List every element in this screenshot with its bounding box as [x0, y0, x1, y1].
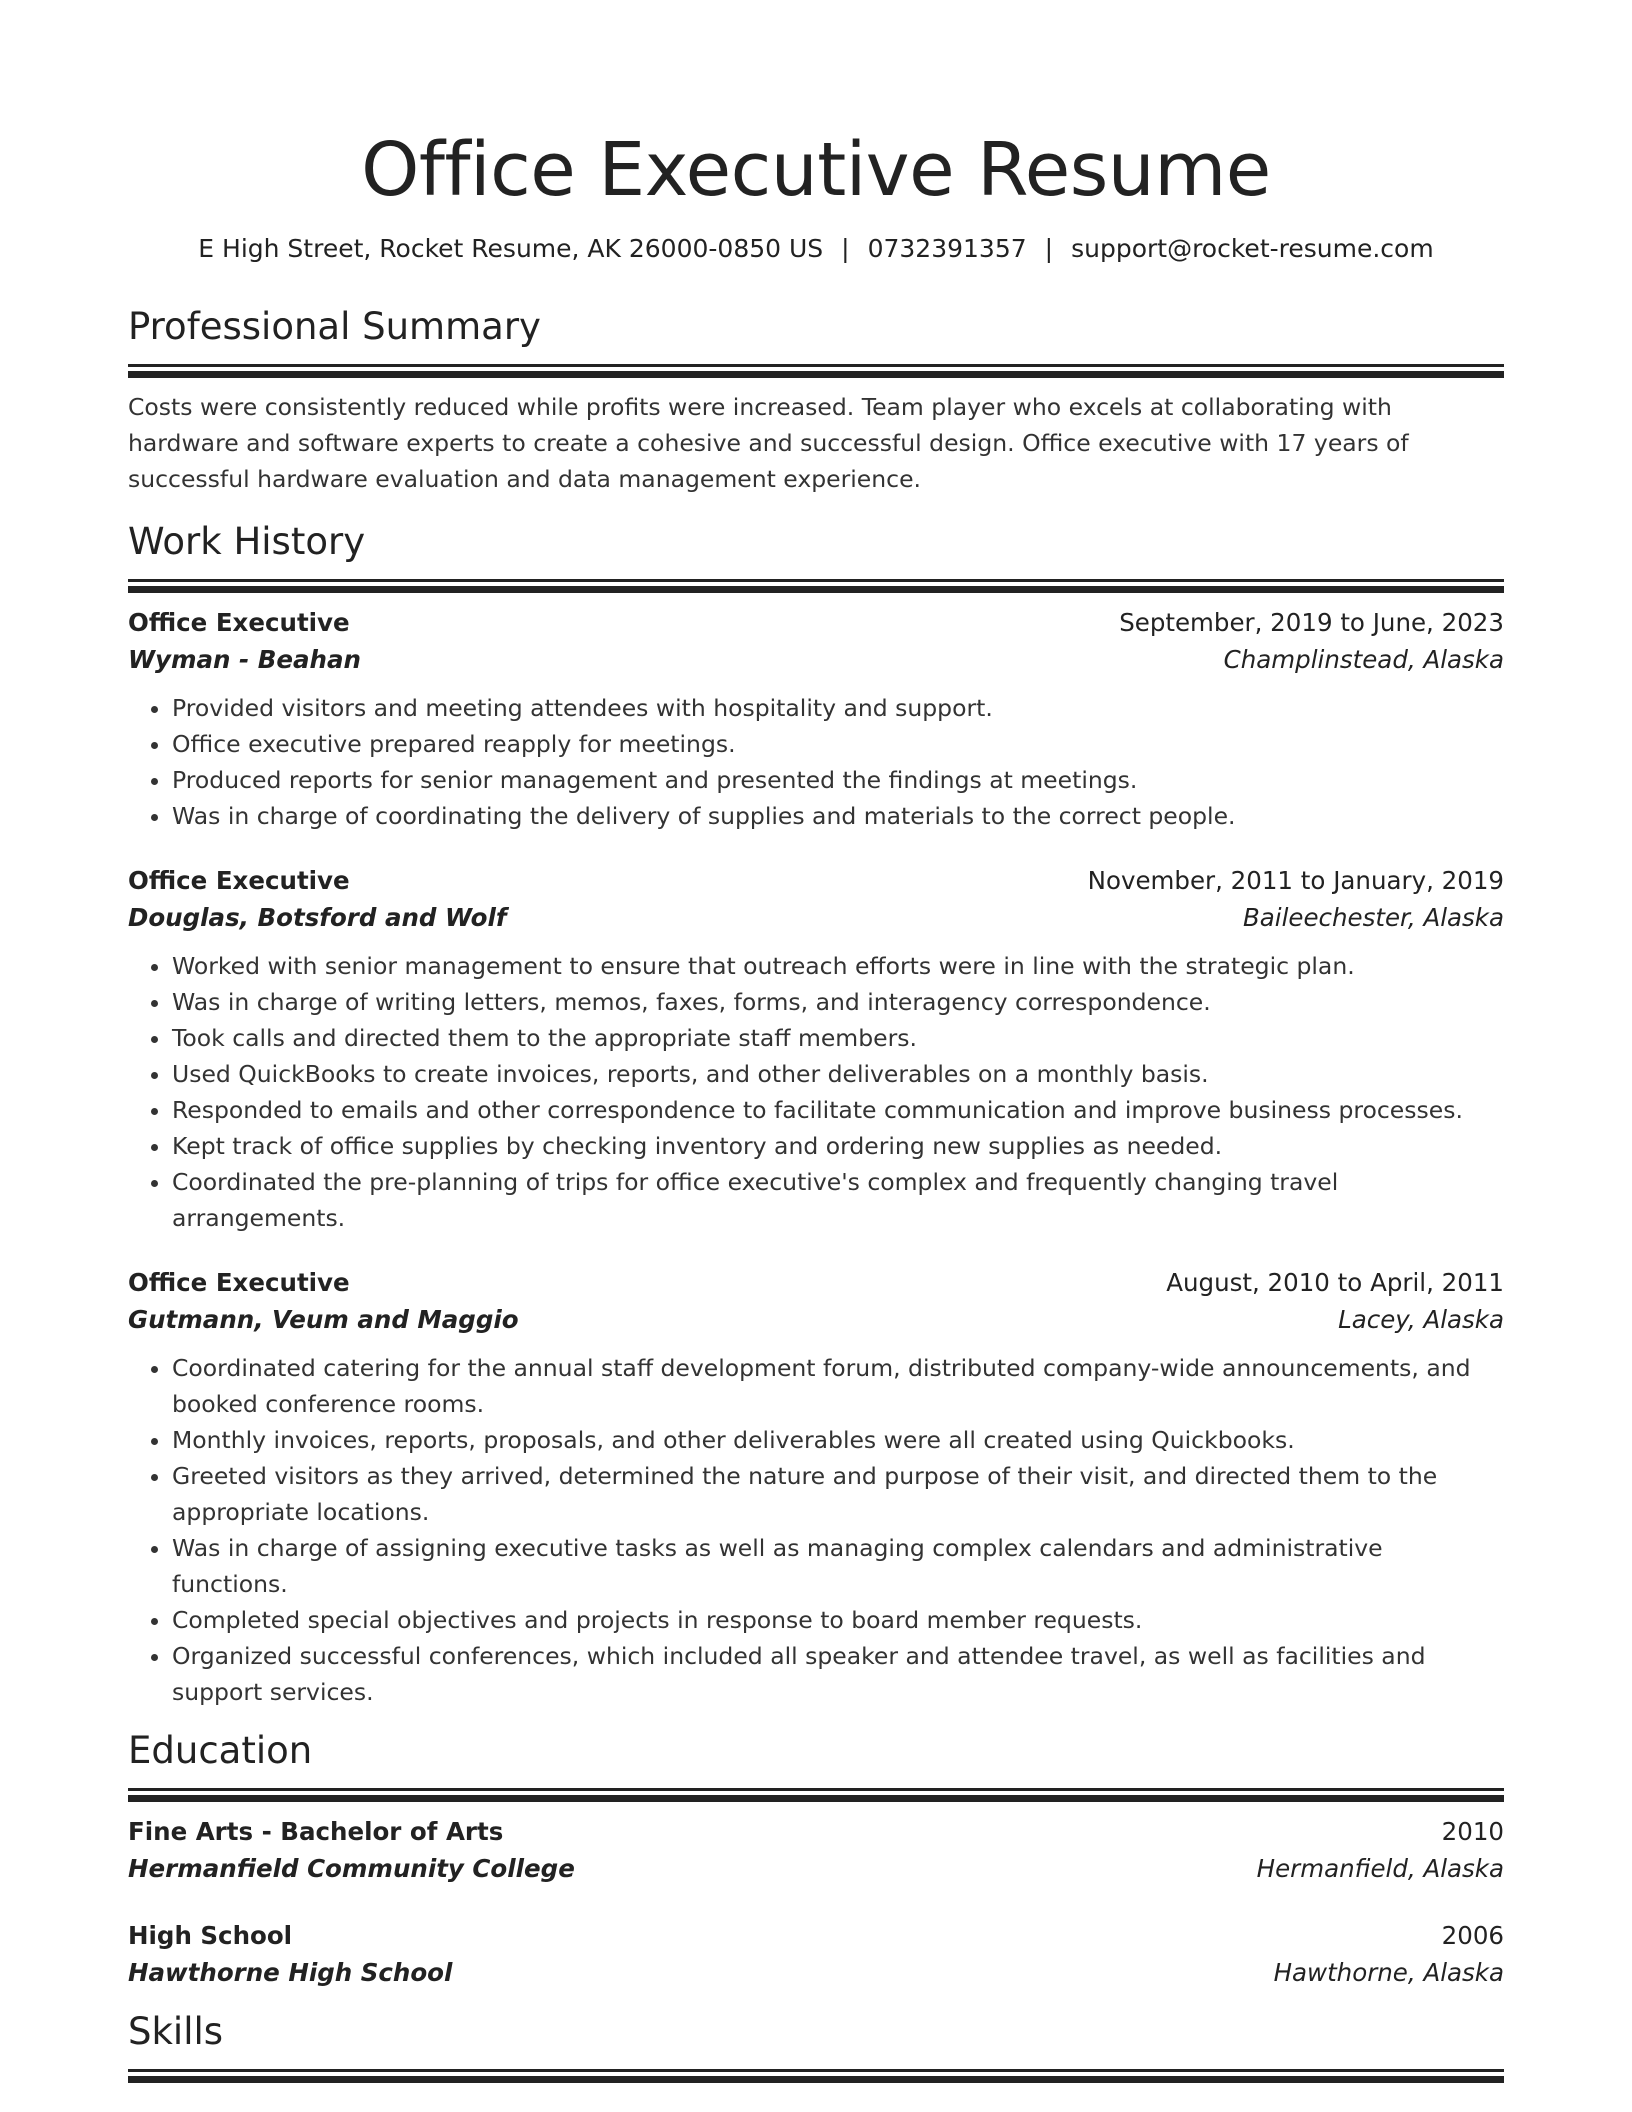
section-heading: Skills [128, 2010, 224, 2053]
section-summary [128, 304, 1504, 497]
job-bullet: • Office executive prepared reapply for meetings. [172, 726, 1504, 762]
section-education [128, 1728, 1504, 1991]
job-bullet: • Was in charge of writing letters, memos, faxes, forms, and interagency correspondence. [172, 984, 1504, 1020]
job-entry [128, 604, 1504, 834]
contact-line [128, 232, 1504, 266]
job-location: Lacey, Alaska [1338, 1305, 1504, 1334]
section-skills [128, 2009, 1504, 2072]
job-bullet: • Worked with senior management to ensure that outreach efforts were in line with the strategic plan. [172, 948, 1504, 984]
education-year: 2010 [1441, 1817, 1504, 1846]
section-heading: Professional Summary [128, 305, 541, 348]
job-bullet: • Organized successful conferences, which included all speaker and attendee travel, as well as facilities and support services. [172, 1638, 1504, 1710]
job-bullet: • Coordinated catering for the annual staff development forum, distributed company-wide announcements, and booked conference rooms. [172, 1350, 1504, 1422]
education-location: Hermanfield, Alaska [1256, 1854, 1504, 1883]
job-title: Office Executive [128, 866, 350, 895]
job-title: Office Executive [128, 1268, 350, 1297]
job-bullet: • Provided visitors and meeting attendees with hospitality and support. [172, 690, 1504, 726]
section-divider [128, 579, 1504, 582]
section-divider [128, 364, 1504, 367]
resume-title: Office Executive Resume [361, 127, 1271, 213]
job-dates: November, 2011 to January, 2019 [1087, 866, 1504, 895]
contact-separator: | [1044, 234, 1054, 263]
job-bullet: • Monthly invoices, reports, proposals, and other deliverables were all created using Quickbooks. [172, 1422, 1504, 1458]
education-school: Hermanfield Community College [128, 1854, 575, 1883]
job-location: Baileechester, Alaska [1242, 903, 1504, 932]
resume-page [128, 0, 1504, 2072]
education-year: 2006 [1441, 1921, 1504, 1950]
contact-email: support@rocket-resume.com [1071, 234, 1434, 263]
job-location: Champlinstead, Alaska [1223, 645, 1504, 674]
job-bullet: • Was in charge of coordinating the delivery of supplies and materials to the correct people. [172, 798, 1504, 834]
section-heading: Work History [128, 520, 366, 563]
job-dates: August, 2010 to April, 2011 [1166, 1268, 1504, 1297]
job-title: Office Executive [128, 608, 350, 637]
job-company: Gutmann, Veum and Maggio [128, 1305, 519, 1334]
job-bullet: • Responded to emails and other correspondence to facilitate communication and improve business processes. [172, 1092, 1504, 1128]
education-school: Hawthorne High School [128, 1958, 453, 1987]
section-divider [128, 2069, 1504, 2072]
job-bullet: • Was in charge of assigning executive tasks as well as managing complex calendars and administrative functions. [172, 1530, 1504, 1602]
section-heading: Education [128, 1729, 313, 1772]
section-divider [128, 1788, 1504, 1791]
job-bullet: • Greeted visitors as they arrived, determined the nature and purpose of their visit, and directed them to the appropriate locations. [172, 1458, 1504, 1530]
job-entry [128, 862, 1504, 1236]
education-location: Hawthorne, Alaska [1273, 1958, 1504, 1987]
job-bullet: • Took calls and directed them to the appropriate staff members. [172, 1020, 1504, 1056]
education-degree: High School [128, 1921, 293, 1950]
job-bullet: • Coordinated the pre-planning of trips for office executive's complex and frequently changing travel arrangements. [172, 1164, 1504, 1236]
job-dates: September, 2019 to June, 2023 [1119, 608, 1504, 637]
job-bullet: • Used QuickBooks to create invoices, reports, and other deliverables on a monthly basis. [172, 1056, 1504, 1092]
education-entry [128, 1917, 1504, 1991]
job-entry [128, 1264, 1504, 1710]
contact-phone: 0732391357 [867, 234, 1027, 263]
job-bullets [128, 1350, 1504, 1710]
section-work-history [128, 519, 1504, 1710]
contact-separator: | [841, 234, 850, 263]
job-bullet: • Kept track of office supplies by checking inventory and ordering new supplies as needed. [172, 1128, 1504, 1164]
education-degree: Fine Arts - Bachelor of Arts [128, 1817, 504, 1846]
job-bullet: • Completed special objectives and projects in response to board member requests. [172, 1602, 1504, 1638]
job-bullet: • Produced reports for senior management and presented the findings at meetings. [172, 762, 1504, 798]
summary-text: Costs were consistently reduced while profits were increased. Team player who excels at collaborating with hardware and software experts to create a cohesive and successful design. Office executive with 17 years of successful hardware evaluation and data management experience. [128, 393, 1409, 493]
job-bullets [128, 948, 1504, 1236]
education-entry [128, 1813, 1504, 1887]
job-company: Wyman - Beahan [128, 645, 361, 674]
job-bullets [128, 690, 1504, 834]
contact-address: E High Street, Rocket Resume, AK 26000-0850 US [198, 234, 824, 263]
job-company: Douglas, Botsford and Wolf [128, 903, 507, 932]
